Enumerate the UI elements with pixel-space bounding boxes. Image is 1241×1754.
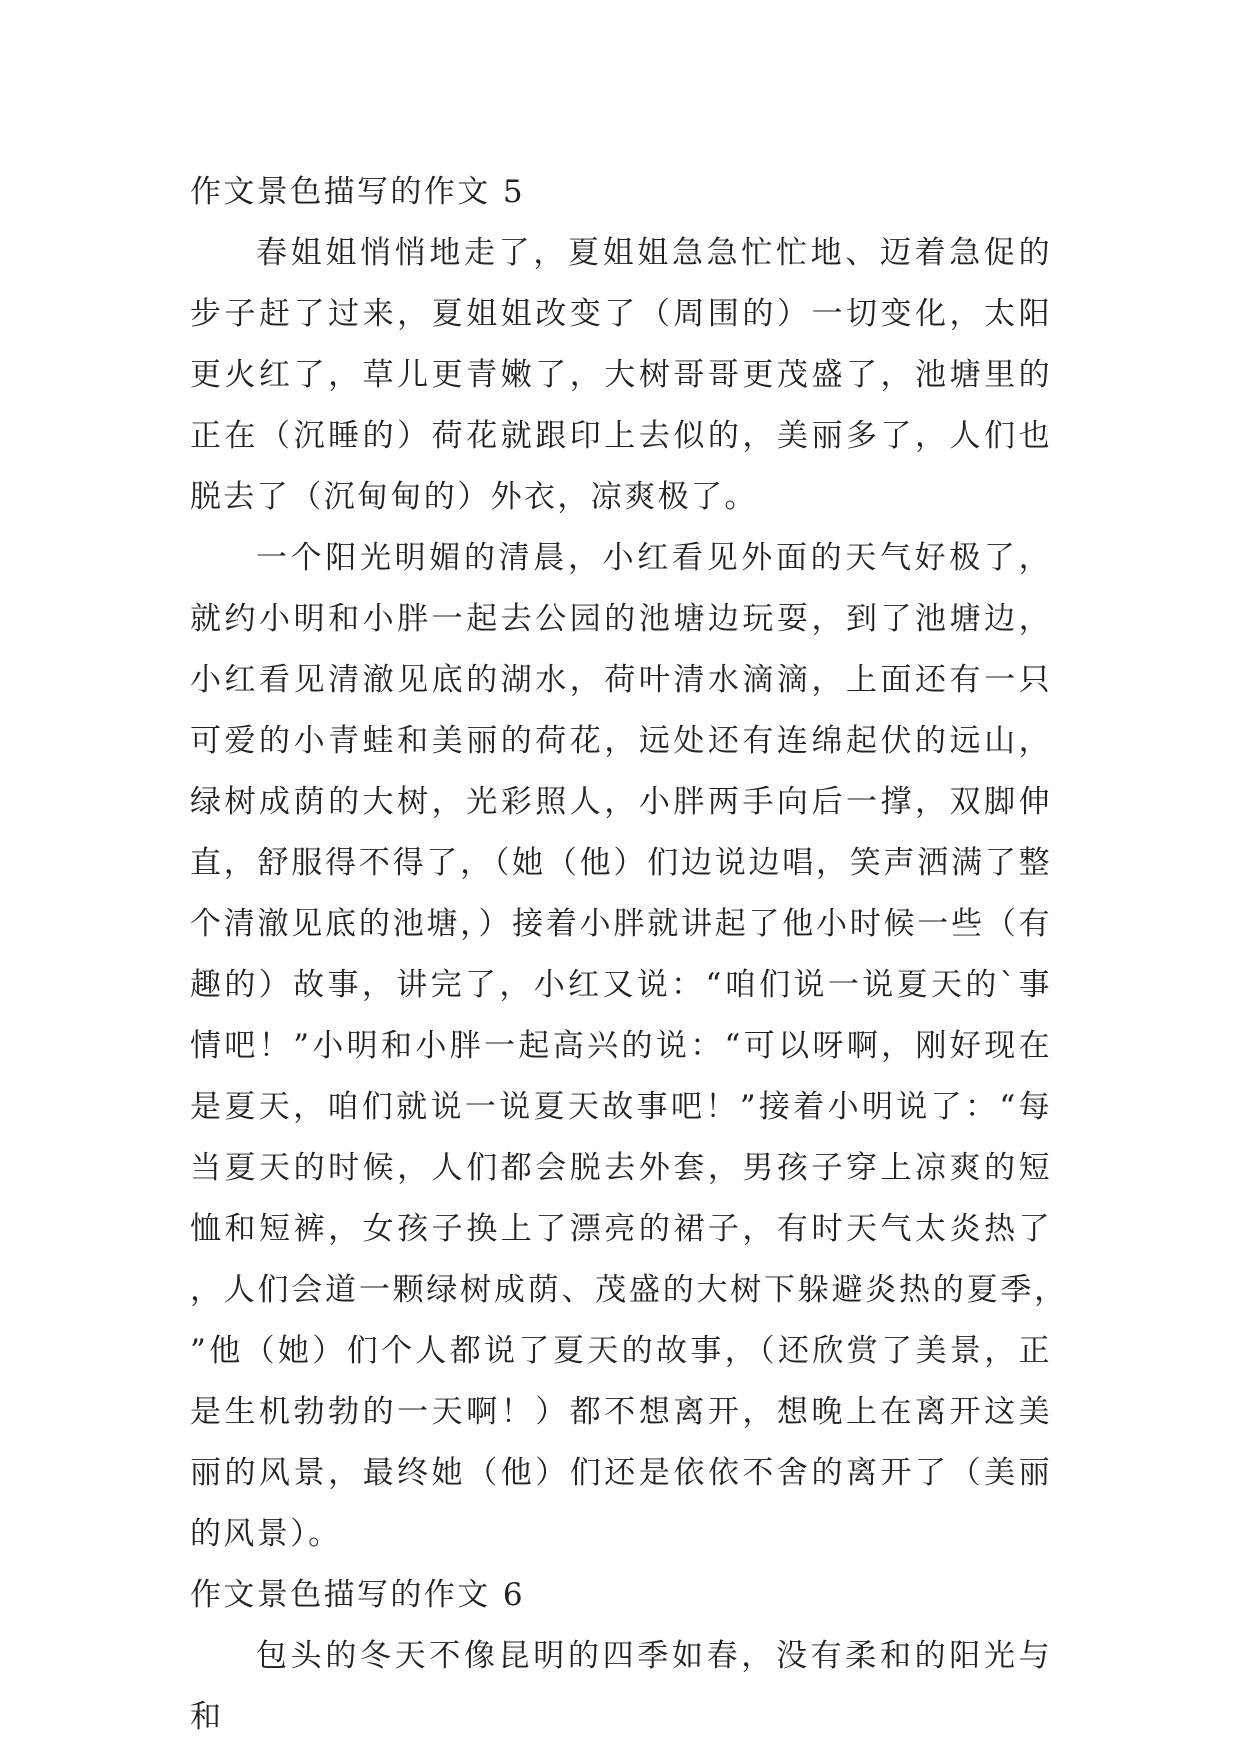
section-heading: 作文景色描写的作文 5 [190, 174, 525, 210]
paragraph: 包头的冬天不像昆明的四季如春，没有柔和的阳光与和 [190, 1638, 1052, 1735]
document-body [190, 162, 1052, 1748]
paragraph: 一个阳光明媚的清晨，小红看见外面的天气好极了，就约小明和小胖一起去公园的池塘边玩耍，到了池塘边，小红看见清澈见底的湖水，荷叶清水滴滴，上面还有一只可爱的小青蛙和美丽的荷花，远处还有连绵起伏的远山，绿树成荫的大树，光彩照人，小胖两手向后一撑，双脚伸直，舒服得不得了，（她（他）们边说边唱，笑声洒满了整个清澈见底的池塘，）接着小胖就讲起了他小时候一些（有趣的）故事，讲完了，小红又说：“咱们说一说夏天的`事情吧！”小明和小胖一起高兴的说：“可以呀啊，刚好现在是夏天，咱们就说一说夏天故事吧！”接着小明说了：“每当夏天的时候，人们都会脱去外套，男孩子穿上凉爽的短恤和短裤，女孩子换上了漂亮的裙子，有时天气太炎热了，人们会道一颗绿树成荫、茂盛的大树下躲避炎热的夏季，”他（她）们个人都说了夏天的故事，（还欣赏了美景，正是生机勃勃的一天啊！）都不想离开，想晚上在离开这美丽的风景，最终她（他）们还是依依不舍的离开了（美丽的风景）。 [190, 540, 1052, 1552]
paragraph: 春姐姐悄悄地走了，夏姐姐急急忙忙地、迈着急促的步子赶了过来，夏姐姐改变了（周围的）一切变化，太阳更火红了，草儿更青嫩了，大树哥哥更茂盛了，池塘里的正在（沉睡的）荷花就跟印上去似的，美丽多了，人们也脱去了（沉甸甸的）外衣，凉爽极了。 [190, 235, 1052, 515]
section-heading: 作文景色描写的作文 6 [190, 1577, 525, 1613]
